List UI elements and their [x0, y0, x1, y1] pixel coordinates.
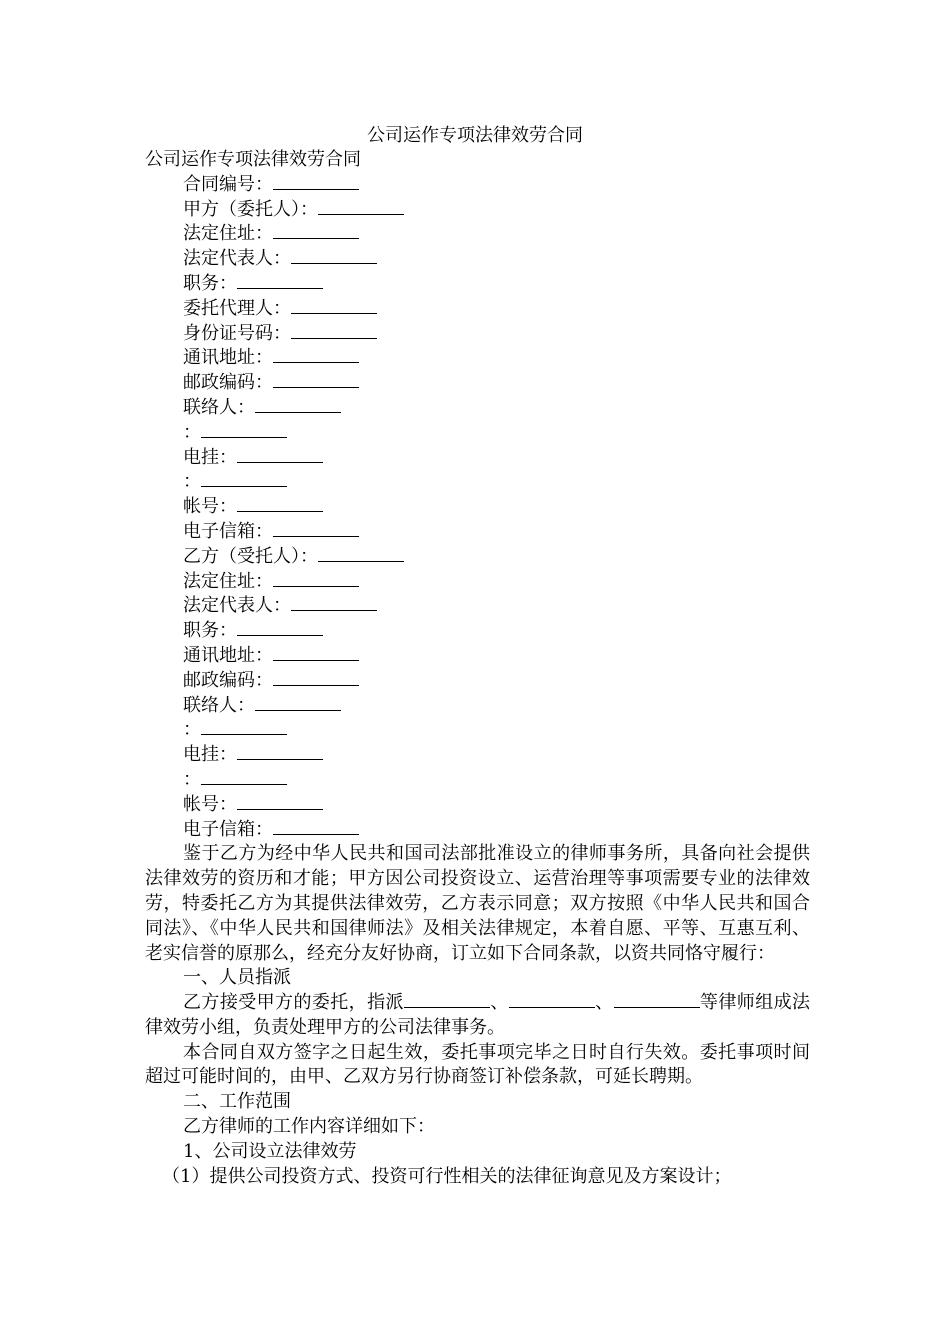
field-label: 电挂：	[183, 744, 237, 766]
field-line	[145, 421, 810, 446]
separator: 、	[594, 992, 614, 1014]
blank-line	[614, 991, 700, 1008]
field-line	[145, 446, 810, 471]
blank-line	[273, 644, 359, 661]
field-line	[145, 743, 810, 768]
separator: 、	[489, 992, 509, 1014]
blank-line	[273, 173, 359, 190]
blank-line	[509, 991, 595, 1008]
blank-line	[237, 495, 323, 512]
blank-line	[273, 570, 359, 587]
sub-item: （1）提供公司投资方式、投资可行性相关的法律征询意见及方案设计；	[162, 1165, 732, 1187]
field-label: 帐号：	[183, 496, 237, 518]
field-line	[145, 545, 810, 570]
blank-line	[273, 371, 359, 388]
field-label: 身份证号码：	[183, 322, 291, 344]
blank-line	[291, 297, 377, 314]
field-line	[145, 694, 810, 719]
blank-line	[255, 396, 341, 413]
field-label: 合同编号：	[183, 173, 273, 195]
field-line	[145, 173, 810, 198]
field-line	[145, 520, 810, 545]
section1-paragraph	[145, 991, 810, 1041]
item-heading: 1、公司设立法律效劳	[183, 1140, 357, 1162]
field-label: ：	[183, 768, 201, 790]
field-line	[145, 396, 810, 421]
party-a-fields	[145, 173, 810, 545]
field-label: 联络人：	[183, 694, 255, 716]
blank-line	[273, 669, 359, 686]
field-line	[145, 322, 810, 347]
party-b-fields	[145, 545, 810, 843]
field-label: 法定住址：	[183, 570, 273, 592]
field-line	[145, 272, 810, 297]
blank-line	[273, 520, 359, 537]
section-heading: 一、人员指派	[183, 967, 291, 989]
field-line	[145, 644, 810, 669]
field-label: 委托代理人：	[183, 297, 291, 319]
blank-line	[291, 594, 377, 611]
field-line	[145, 669, 810, 694]
field-label: 法定住址：	[183, 223, 273, 245]
blank-line	[201, 768, 287, 785]
paragraph-text: 乙方接受甲方的委托，指派	[183, 992, 404, 1014]
blank-line	[255, 694, 341, 711]
blank-line	[318, 198, 404, 215]
blank-line	[201, 470, 287, 487]
field-label: 通讯地址：	[183, 347, 273, 369]
field-label: 法定代表人：	[183, 248, 291, 270]
section-intro: 乙方律师的工作内容详细如下：	[183, 1116, 435, 1138]
blank-line	[237, 743, 323, 760]
blank-line	[201, 718, 287, 735]
field-label: 邮政编码：	[183, 669, 273, 691]
field-line	[145, 818, 810, 843]
field-label: 电子信箱：	[183, 818, 273, 840]
field-label: 电子信箱：	[183, 520, 273, 542]
blank-line	[237, 619, 323, 636]
document-title: 公司运作专项法律效劳合同	[367, 125, 583, 146]
field-line	[145, 793, 810, 818]
blank-line	[273, 346, 359, 363]
field-label: 甲方（委托人）：	[183, 198, 318, 220]
field-label: 通讯地址：	[183, 644, 273, 666]
field-label: ：	[183, 719, 201, 741]
preamble-paragraph: 鉴于乙方为经中华人民共和国司法部批准设立的律师事务所，具备向社会提供法律效劳的资历和才能；甲方因公司投资设立、运营治理等事项需要专业的法律效劳，特委托乙方为其提供法律效劳，乙方表示同意；双方按照《中华人民共和国合同法》、《中华人民共和国律师法》及相关法律规定，本着自愿、平等、互惠互利、老实信誉的原那么，经充分友好协商，订立如下合同条款，以资共同恪守履行：	[145, 843, 810, 964]
blank-line	[237, 446, 323, 463]
field-label: 邮政编码：	[183, 372, 273, 394]
field-line	[145, 222, 810, 247]
paragraph-text: 等律师组成法律效劳小组，负责处理甲方的公司法律事务。	[145, 992, 811, 1038]
field-line	[145, 594, 810, 619]
blank-line	[237, 272, 323, 289]
field-line	[145, 768, 810, 793]
field-label: ：	[183, 471, 201, 493]
field-label: 职务：	[183, 620, 237, 642]
blank-line	[291, 322, 377, 339]
field-label: 法定代表人：	[183, 595, 291, 617]
document-body	[145, 148, 810, 1189]
blank-line	[273, 818, 359, 835]
field-line	[145, 297, 810, 322]
term-paragraph: 本合同自双方签字之日起生效，委托事项完毕之日时自行失效。委托事项时间超过可能时间的，由甲、乙双方另行协商签订补偿条款，可延长聘期。	[145, 1041, 810, 1088]
field-label: 帐号：	[183, 793, 237, 815]
field-line	[145, 495, 810, 520]
field-label: 乙方（受托人）：	[183, 545, 318, 567]
field-label: 职务：	[183, 272, 237, 294]
field-line	[145, 570, 810, 595]
field-label: 电挂：	[183, 446, 237, 468]
field-label: ：	[183, 421, 201, 443]
field-line	[145, 198, 810, 223]
field-label: 联络人：	[183, 396, 255, 418]
field-line	[145, 470, 810, 495]
blank-line	[291, 247, 377, 264]
blank-line	[201, 421, 287, 438]
blank-line	[318, 545, 404, 562]
blank-line	[404, 991, 490, 1008]
field-line	[145, 371, 810, 396]
blank-line	[273, 222, 359, 239]
field-line	[145, 619, 810, 644]
section-heading: 二、工作范围	[183, 1091, 291, 1113]
document-heading: 公司运作专项法律效劳合同	[145, 149, 361, 170]
field-line	[145, 346, 810, 371]
blank-line	[237, 793, 323, 810]
field-line	[145, 718, 810, 743]
field-line	[145, 247, 810, 272]
